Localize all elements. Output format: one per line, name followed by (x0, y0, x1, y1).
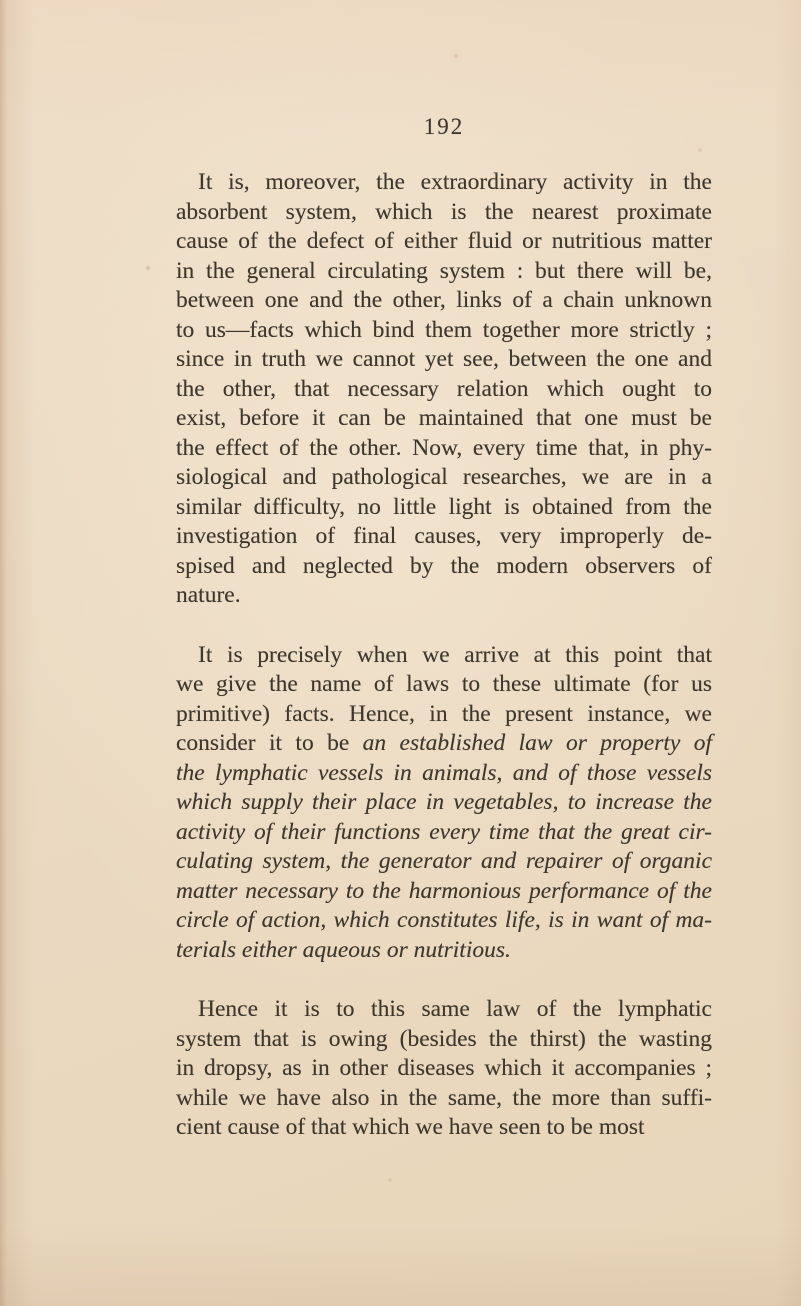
text-line (176, 729, 712, 759)
text-line (176, 759, 712, 789)
roman-text: consider it to be (176, 730, 363, 756)
italic-text: culating system, the generator and repairer of organic (176, 848, 712, 874)
text-line (176, 463, 712, 493)
text-line (176, 345, 712, 375)
text-line (176, 818, 712, 848)
roman-text: in the general circulating system : but there will be, (176, 257, 712, 284)
text-block (176, 168, 712, 1173)
italic-text: the lymphatic vessels in animals, and of those vessels (176, 759, 712, 786)
text-line (176, 1084, 712, 1114)
italic-text: circle of action, which constitutes life, is in want of ma- (176, 907, 712, 933)
text-line (176, 1025, 712, 1055)
roman-text: investigation of final causes, very improperly de- (176, 523, 712, 549)
italic-text: which supply their place in vegetables, to increase the (176, 789, 712, 815)
text-line (176, 995, 712, 1025)
text-line (176, 434, 712, 464)
roman-text: similar difficulty, no little light is obtained from the (176, 493, 712, 520)
roman-text: the other, that necessary relation which ought to (176, 375, 712, 402)
roman-text: to us—facts which bind them together more strictly ; (176, 316, 712, 343)
roman-text: It is, moreover, the extraordinary activity in the (198, 169, 712, 195)
italic-text: activity of their functions every time that the great cir- (176, 818, 712, 845)
roman-text: absorbent system, which is the nearest proximate (176, 198, 712, 225)
roman-text: Hence it is to this same law of the lymphatic (198, 996, 712, 1022)
text-line (176, 493, 712, 523)
roman-text: since in truth we cannot yet see, between the one and (176, 346, 712, 372)
roman-text: cient cause of that which we have seen to be most (176, 1114, 645, 1140)
text-line (176, 286, 712, 316)
roman-text: while we have also in the same, the more than suffi- (176, 1084, 712, 1111)
text-line (176, 522, 712, 552)
roman-text: It is precisely when we arrive at this point that (198, 641, 712, 668)
text-line (176, 847, 712, 877)
roman-text: in dropsy, as in other diseases which it accompanies ; (176, 1055, 712, 1081)
text-line (176, 1054, 712, 1084)
text-line (176, 700, 712, 730)
text-line (176, 198, 712, 228)
text-line (176, 227, 712, 257)
text-line (176, 168, 712, 198)
text-line (176, 641, 712, 671)
roman-text: nature. (176, 582, 241, 608)
text-line (176, 877, 712, 907)
text-line (176, 316, 712, 346)
paragraph (176, 168, 712, 611)
text-line (176, 788, 712, 818)
paragraph (176, 641, 712, 966)
italic-text: an established law or property of (362, 730, 712, 756)
roman-text: exist, before it can be maintained that one must be (176, 405, 712, 431)
roman-text: primitive) facts. Hence, in the present instance, we (176, 700, 712, 727)
roman-text: siological and pathological researches, we are in a (176, 464, 712, 490)
text-line (176, 404, 712, 434)
text-line (176, 581, 712, 611)
roman-text: between one and the other, links of a chain unknown (176, 287, 712, 313)
text-line (176, 906, 712, 936)
roman-text: we give the name of laws to these ultimate (for us (176, 671, 712, 697)
italic-text: terials either aqueous or nutritious. (176, 936, 511, 963)
text-line (176, 375, 712, 405)
roman-text: spised and neglected by the modern observers of (176, 552, 712, 579)
text-line (176, 257, 712, 287)
page-number: 192 (423, 114, 465, 139)
roman-text: cause of the defect of either fluid or nutritious matter (176, 228, 712, 254)
text-line (176, 1113, 712, 1143)
roman-text: the effect of the other. Now, every time that, in phy- (176, 434, 712, 461)
paragraph (176, 995, 712, 1143)
roman-text: system that is owing (besides the thirst) the wasting (176, 1025, 712, 1052)
italic-text: matter necessary to the harmonious performance of the (176, 877, 712, 904)
text-line (176, 670, 712, 700)
text-line (176, 936, 712, 966)
text-line (176, 552, 712, 582)
